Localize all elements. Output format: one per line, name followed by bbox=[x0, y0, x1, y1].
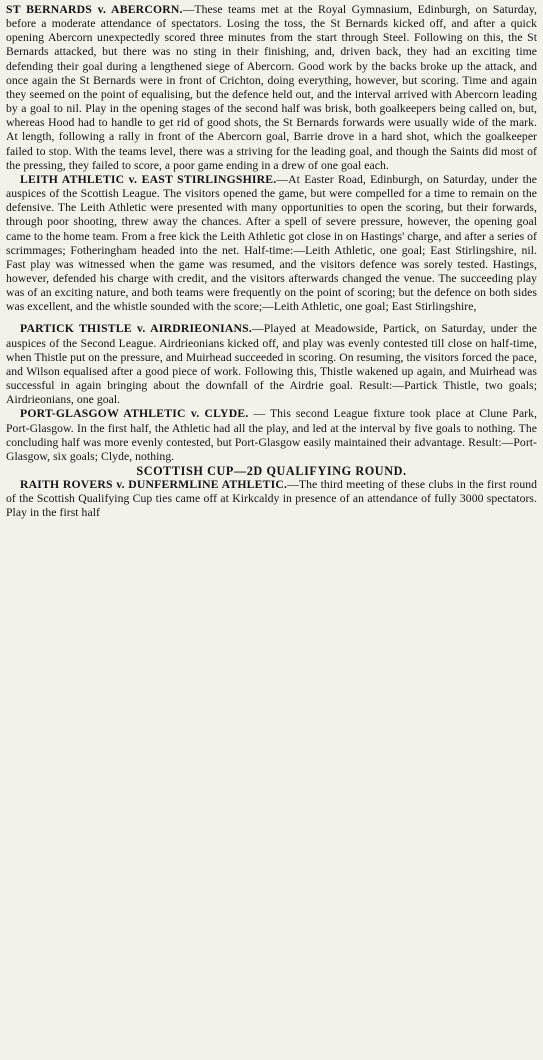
article-headline: ST BERNARDS v. ABERCORN. bbox=[6, 3, 183, 16]
article-leith-athletic-east-stirlingshire bbox=[6, 173, 537, 315]
article-headline: RAITH ROVERS v. DUNFERMLINE ATHLETIC. bbox=[20, 478, 288, 491]
article-body: —The third meeting of these clubs in the first round of the Scottish Qualifying Cup ties came off at Kirkcaldy in presence of an attendance of fully 3000 spectators. Play in the first half bbox=[6, 478, 537, 520]
article-st-bernards-abercorn bbox=[6, 3, 537, 173]
article-body: — This second League fixture took place at Clune Park, Port-Glasgow. In the first half, the Athletic had all the play, and led at the interval by five goals to nothing. The concluding half was more evenly contested, but Port-Glasgow easily maintained their advantage. Result:—Port-Glasgow, six goals; Clyde, nothing. bbox=[6, 407, 537, 463]
article-partick-thistle-airdrieonians bbox=[6, 322, 537, 407]
article-port-glasgow-athletic-clyde bbox=[6, 407, 537, 464]
article-body: —These teams met at the Royal Gymnasium, Edinburgh, on Saturday, before a moderate attendance of spectators. Losing the toss, the St Bernards kicked off, and after a quick opening Abercorn unexpectedly scored three minutes from the start through Steel. Following on this, the St Bernards attacked, but there was no sting in their finishing, and, driven back, they had an exciting time defending their goal during a lengthened siege of Abercorn. Good work by the backs broke up the attack, and once again the St Bernards were in front of Crichton, doing everything, however, but scoring. Time and again they seemed on the point of equalising, but the defence held out, and the interval arrived with Abercorn leading by a goal to nil. Play in the opening stages of the second half was brisk, both goalkeepers being called on, but, whereas Hood had to handle to get rid of good shots, the St Bernards forwards were usually wide of the mark. At length, following a rally in front of the Abercorn goal, Barrie drove in a hard shot, which the goalkeeper failed to stop. With the teams level, there was a striving for the leading goal, and though the Saints did most of the pressing, they failed to score, a poor game ending in a drew of one goal each. bbox=[6, 3, 537, 172]
article-headline: PORT-GLASGOW ATHLETIC v. CLYDE. bbox=[20, 407, 249, 421]
article-headline: PARTICK THISTLE v. AIRDRIEONIANS. bbox=[20, 322, 253, 336]
section-heading-scottish-cup: SCOTTISH CUP—2D QUALIFYING ROUND. bbox=[136, 464, 407, 478]
article-body: —At Easter Road, Edinburgh, on Saturday, under the auspices of the Scottish League. The visitors opened the game, but were compelled for a time to remain on the defensive. The Leith Athletic were presented with many opportunities to open the scoring, but their forwards, through poor shooting, threw away the chances. After a spell of severe pressure, however, the opening goal came to the home team. From a free kick the Leith Athletic got close in on Hastings' charge, and after a series of scrimmages; Fotheringham headed into the net. Half-time:—Leith Athletic, one goal; East Stirlingshire, nil. Fast play was witnessed when the game was resumed, and the visitors defence was sorely tested. Hastings, however, defended his charge with credit, and the visitors afterwards changed the venue. The succeeding play was of an exciting nature, and both teams were frequently on the point of scoring; but the defence on both sides was excellent, and the whistle sounded with the score;—Leith Athletic, one goal; East Stirlingshire, bbox=[6, 172, 537, 314]
article-headline: LEITH ATHLETIC v. EAST STIRLINGSHIRE. bbox=[20, 172, 277, 186]
article-raith-rovers-dunfermline-athletic bbox=[6, 478, 537, 520]
article-body: —Played at Meadowside, Partick, on Saturday, under the auspices of the Second League. Airdrieonians kicked off, and play was evenly contested till close on half-time, when Thistle put on the pressure, and Muirhead succeeded in scoring. On resuming, the visitors forced the pace, and Wilson equalised after a good piece of work. Following this, Thistle wakened up again, and Muirhead was successful in again bringing about the downfall of the Airdrie goal. Result:—Partick Thistle, two goals; Airdrieonians, one goal. bbox=[6, 322, 537, 407]
